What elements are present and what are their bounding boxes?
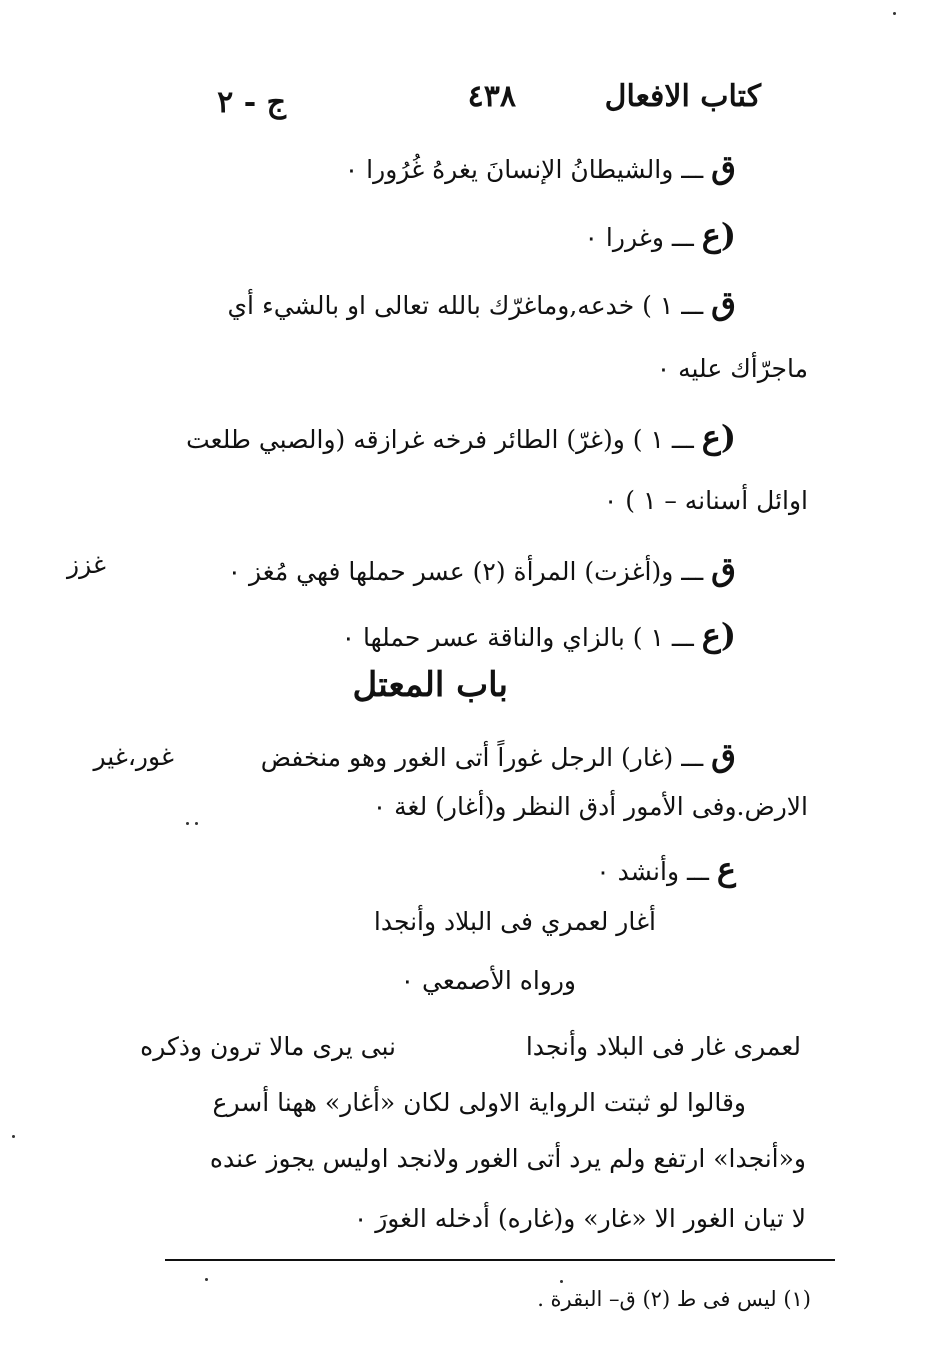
line-marker: ق xyxy=(711,736,736,774)
footnote: (١) ليس فى ط (٢) ق– البقرة . xyxy=(537,1287,811,1311)
text-line xyxy=(657,352,808,386)
scan-speck xyxy=(195,822,198,825)
line-marker: ق xyxy=(711,148,736,186)
line-text: ـــ وغررا ٠ xyxy=(584,223,694,252)
verse-hemistich-left: نبى يرى مالا ترون وذكره xyxy=(140,1032,396,1061)
text-line: لا تيان الغور الا «غار» و(غاره) أدخله الغورَ ٠ xyxy=(353,1204,806,1233)
text-line xyxy=(228,552,736,589)
text-line xyxy=(604,484,808,518)
page-number: ٤٣٨ xyxy=(467,79,516,114)
book-title: كتاب الافعال xyxy=(604,79,761,114)
footnote-rule xyxy=(165,1259,835,1261)
line-text: ـــ والشيطانُ الإنسانَ يغرهُ غُرُورا ٠ xyxy=(344,155,704,184)
text-line xyxy=(373,790,808,824)
line-text: ـــ وأنشد ٠ xyxy=(596,857,709,886)
verse-note: ورواه الأصمعي ٠ xyxy=(400,966,576,995)
text-line: و«أنجدا» ارتفع ولم يرد أتى الغور ولانجد اوليس يجوز عنده xyxy=(209,1144,806,1173)
line-text: ـــ ١ ) خدعه,وماغرّك بالله تعالى او بالشيء أي xyxy=(227,291,704,320)
scan-speck xyxy=(12,1135,15,1138)
line-text: اوائل أسنانه – ١ ) ٠ xyxy=(603,486,808,515)
line-text: الارض.وفى الأمور أدق النظر و(أغار) لغة ٠ xyxy=(372,792,808,821)
text-line: وقالوا لو ثبتت الرواية الاولى لكان «أغار» ههنا أسرع xyxy=(212,1088,746,1117)
section-title: باب المعتل xyxy=(352,665,508,705)
text-line xyxy=(186,420,736,457)
scan-speck xyxy=(893,12,896,15)
line-text: ـــ ١ ) و(غرّ) الطائر فرخه غرازقه (والصبي طلعت xyxy=(186,425,694,454)
margin-root: غور،غير xyxy=(93,742,174,771)
text-line xyxy=(227,286,736,323)
margin-root: غزز xyxy=(67,550,106,579)
scan-speck xyxy=(205,1278,208,1281)
line-marker: ق xyxy=(711,284,736,322)
verse-hemistich-right: لعمرى غار فى البلاد وأنجدا xyxy=(525,1032,801,1061)
line-marker: (ع xyxy=(701,216,736,254)
line-marker: ق xyxy=(711,550,736,588)
scan-speck xyxy=(560,1280,563,1283)
line-text: ـــ و(أغزت) المرأة (٢) عسر حملها فهي مُغز ٠ xyxy=(227,557,704,586)
text-line xyxy=(585,218,736,255)
scan-speck xyxy=(186,822,189,825)
text-line xyxy=(596,852,736,889)
line-marker: ع xyxy=(716,850,736,888)
text-line xyxy=(261,738,736,775)
line-marker: (ع xyxy=(701,418,736,456)
line-text: ـــ ١ ) بالزاي والناقة عسر حملها ٠ xyxy=(341,623,694,652)
text-line xyxy=(345,150,736,187)
volume-label: ج - ٢ xyxy=(217,85,286,120)
line-text: ماجرّأك عليه ٠ xyxy=(656,354,808,383)
verse-line: أغار لعمري فى البلاد وأنجدا xyxy=(373,907,656,936)
line-marker: (ع xyxy=(701,616,736,654)
line-text: ـــ (غار) الرجل غوراً أتى الغور وهو منخفض xyxy=(260,743,704,772)
text-line xyxy=(342,618,736,655)
